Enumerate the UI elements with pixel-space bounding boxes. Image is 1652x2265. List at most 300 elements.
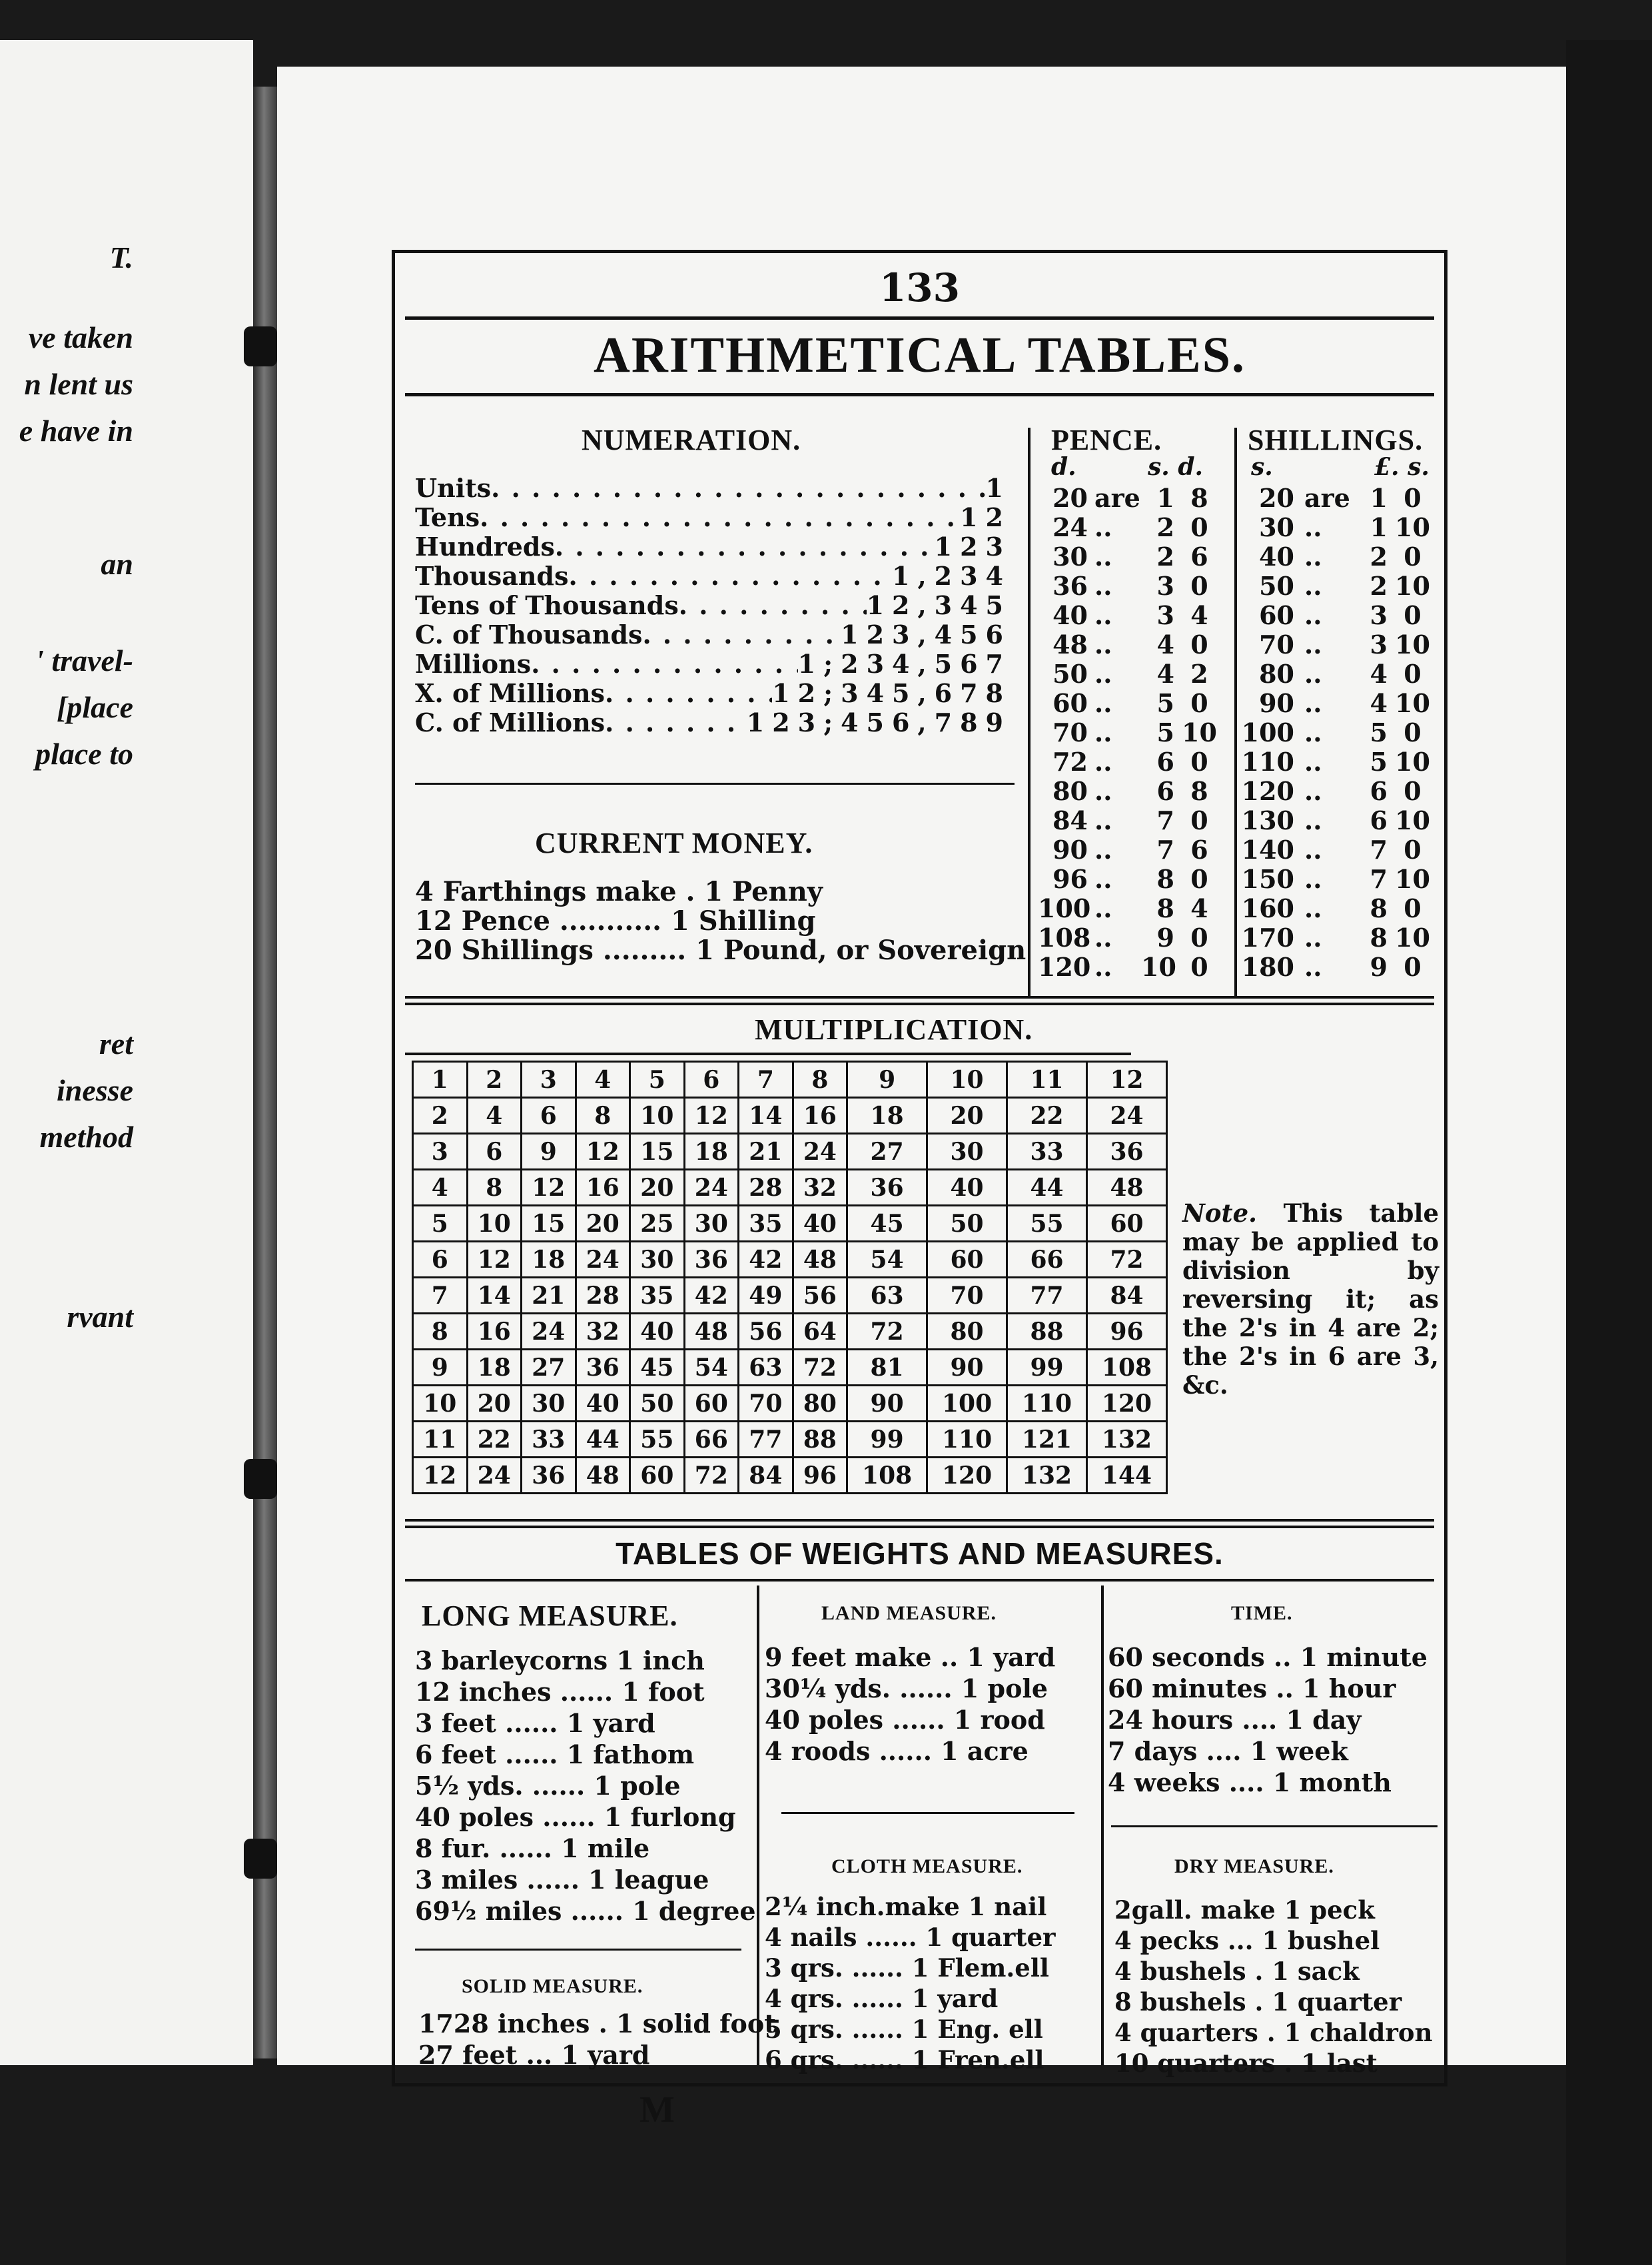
pence-s: 9	[1156, 923, 1174, 953]
shillings-ss: 0	[1404, 659, 1422, 689]
multiplication-cell: 72	[684, 1458, 739, 1494]
double-rule	[405, 996, 1434, 1005]
multiplication-cell: 24	[1086, 1098, 1166, 1134]
shillings-sep: are	[1304, 483, 1350, 513]
pence-dd: 0	[1190, 923, 1208, 953]
shillings-s: 70	[1259, 630, 1294, 660]
shillings-ss: 10	[1395, 864, 1430, 894]
multiplication-cell: 12	[413, 1458, 468, 1494]
money-row: 12 Pence ........... 1 Shilling	[415, 905, 816, 937]
shillings-s: 120	[1241, 776, 1294, 806]
multiplication-cell: 16	[576, 1170, 630, 1206]
multiplication-cell: 9	[522, 1134, 576, 1170]
multiplication-cell: 10	[413, 1386, 468, 1422]
shillings-l: 9	[1370, 952, 1388, 982]
left-page-fragment: e have in	[19, 414, 133, 448]
multiplication-cell: 20	[927, 1098, 1007, 1134]
page-number: 133	[879, 265, 961, 310]
clothm-row: 5 qrs. ...... 1 Eng. ell	[765, 2015, 1043, 2044]
drym-row: 2gall. make 1 peck	[1114, 1895, 1375, 1925]
multiplication-row	[413, 1098, 1167, 1134]
shillings-s: 150	[1241, 864, 1294, 894]
multiplication-cell: 21	[739, 1134, 793, 1170]
pence-dd: 0	[1190, 864, 1208, 894]
multiplication-cell: 88	[1007, 1314, 1087, 1350]
multiplication-cell: 64	[793, 1314, 847, 1350]
landm-row: 30¼ yds. ...... 1 pole	[765, 1673, 1048, 1703]
pence-d: 108	[1038, 923, 1091, 953]
multiplication-cell: 27	[522, 1350, 576, 1386]
multiplication-cell: 110	[1007, 1386, 1087, 1422]
multiplication-cell: 63	[847, 1278, 927, 1314]
multiplication-cell: 35	[739, 1206, 793, 1242]
pence-heading: PENCE.	[1051, 424, 1162, 456]
solid-measure-heading: SOLID MEASURE.	[462, 1975, 643, 1997]
shillings-sep: ..	[1304, 952, 1322, 982]
multiplication-cell: 8	[413, 1314, 468, 1350]
pence-d: 20	[1052, 483, 1088, 513]
shillings-ss: 10	[1395, 923, 1430, 953]
multiplication-cell: 48	[793, 1242, 847, 1278]
shillings-ss: 0	[1404, 893, 1422, 923]
shillings-ss: 0	[1404, 717, 1422, 747]
shillings-sep: ..	[1304, 600, 1322, 630]
shillings-subhead-s: s.	[1251, 453, 1273, 481]
multiplication-cell: 88	[793, 1422, 847, 1458]
multiplication-cell: 50	[927, 1206, 1007, 1242]
multiplication-cell: 5	[413, 1206, 468, 1242]
multiplication-cell: 40	[576, 1386, 630, 1422]
drym-row: 4 bushels . 1 sack	[1114, 1957, 1360, 1986]
shillings-sep: ..	[1304, 630, 1322, 660]
multiplication-cell: 49	[739, 1278, 793, 1314]
numeration-row	[415, 649, 1011, 679]
multiplication-cell: 56	[739, 1314, 793, 1350]
left-page-fragment: an	[101, 547, 133, 581]
multiplication-cell: 36	[1086, 1134, 1166, 1170]
pence-sep: ..	[1094, 542, 1112, 572]
multiplication-cell: 22	[467, 1422, 522, 1458]
clothm-row: 6 qrs. ...... 1 Fren.ell	[765, 2045, 1044, 2074]
current-money-heading: CURRENT MONEY.	[535, 827, 813, 859]
pence-sep: ..	[1094, 688, 1112, 718]
multiplication-cell: 44	[1007, 1170, 1087, 1206]
multiplication-cell: 99	[847, 1422, 927, 1458]
pence-s: 2	[1156, 542, 1174, 572]
pence-dd: 4	[1190, 600, 1208, 630]
pence-d: 24	[1052, 512, 1088, 542]
shillings-l: 3	[1370, 630, 1388, 660]
pence-d: 30	[1052, 542, 1088, 572]
multiplication-cell: 1	[413, 1062, 468, 1098]
shillings-ss: 0	[1404, 542, 1422, 572]
dry-measure-heading: DRY MEASURE.	[1174, 1855, 1334, 1877]
column-rule	[757, 1586, 759, 2065]
column-rule	[1101, 1586, 1104, 2065]
multiplication-cell: 90	[927, 1350, 1007, 1386]
shillings-ss: 10	[1395, 512, 1430, 542]
multiplication-cell: 8	[793, 1062, 847, 1098]
left-page-fragment: method	[39, 1120, 133, 1154]
pence-s: 2	[1156, 512, 1174, 542]
pence-dd: 6	[1190, 835, 1208, 865]
numeration-row	[415, 502, 1011, 532]
numeration-row	[415, 620, 1011, 650]
multiplication-cell: 12	[1086, 1062, 1166, 1098]
left-page-fragment: inesse	[57, 1073, 133, 1107]
pence-s: 3	[1156, 571, 1174, 601]
pence-subhead-d: d.	[1051, 453, 1076, 481]
pence-dd: 0	[1190, 630, 1208, 660]
shillings-sep: ..	[1304, 893, 1322, 923]
multiplication-cell: 24	[467, 1458, 522, 1494]
multiplication-cell: 30	[522, 1386, 576, 1422]
multiplication-row	[413, 1422, 1167, 1458]
multiplication-cell: 25	[630, 1206, 685, 1242]
pence-sep: ..	[1094, 952, 1112, 982]
multiplication-cell: 6	[684, 1062, 739, 1098]
pence-s: 6	[1156, 747, 1174, 777]
multiplication-cell: 12	[522, 1170, 576, 1206]
pence-sep: ..	[1094, 747, 1112, 777]
multiplication-cell: 28	[576, 1278, 630, 1314]
multiplication-cell: 35	[630, 1278, 685, 1314]
pence-s: 4	[1156, 659, 1174, 689]
multiplication-cell: 18	[522, 1242, 576, 1278]
shillings-ss: 0	[1404, 952, 1422, 982]
note-text: This table may be applied to division by reversing it; as the 2's in 4 are 2; the 2's in 6 are 3, &c.	[1182, 1198, 1439, 1400]
rule	[405, 1053, 1131, 1055]
pence-s: 10	[1141, 952, 1176, 982]
shillings-l: 7	[1370, 864, 1388, 894]
pence-s: 8	[1156, 893, 1174, 923]
multiplication-cell: 48	[576, 1458, 630, 1494]
shillings-l: 5	[1370, 717, 1388, 747]
shillings-s: 60	[1259, 600, 1294, 630]
pence-d: 96	[1052, 864, 1088, 894]
multiplication-cell: 77	[739, 1422, 793, 1458]
multiplication-cell: 99	[1007, 1350, 1087, 1386]
pence-dd: 0	[1190, 688, 1208, 718]
shillings-l: 2	[1370, 571, 1388, 601]
multiplication-cell: 44	[576, 1422, 630, 1458]
multiplication-cell: 24	[576, 1242, 630, 1278]
binding-tab	[244, 1839, 277, 1879]
longm-row: 69½ miles ...... 1 degree	[415, 1896, 756, 1926]
pence-sep: ..	[1094, 923, 1112, 953]
clothm-row: 3 qrs. ...... 1 Flem.ell	[765, 1953, 1049, 1983]
multiplication-cell: 96	[793, 1458, 847, 1494]
left-page	[0, 40, 253, 2065]
shillings-sep: ..	[1304, 717, 1322, 747]
rule	[405, 1579, 1434, 1582]
pence-sep: ..	[1094, 835, 1112, 865]
longm-row: 6 feet ...... 1 fathom	[415, 1739, 695, 1769]
page-edge	[1566, 40, 1652, 2265]
numeration-row	[415, 561, 1011, 591]
numeration-value: 123	[934, 532, 1011, 562]
shillings-sep: ..	[1304, 923, 1322, 953]
multiplication-row	[413, 1206, 1167, 1242]
multiplication-cell: 18	[467, 1350, 522, 1386]
shillings-sep: ..	[1304, 776, 1322, 806]
numeration-row	[415, 678, 1011, 708]
multiplication-row	[413, 1134, 1167, 1170]
multiplication-cell: 30	[684, 1206, 739, 1242]
leader-dots	[679, 590, 867, 620]
left-page-fragment: n lent us	[24, 367, 133, 401]
shillings-sep: ..	[1304, 864, 1322, 894]
money-row: 20 Shillings ......... 1 Pound, or Sovereign	[415, 935, 1027, 966]
pence-sep: ..	[1094, 776, 1112, 806]
multiplication-cell: 8	[467, 1170, 522, 1206]
multiplication-cell: 20	[576, 1206, 630, 1242]
pence-d: 72	[1052, 747, 1088, 777]
multiplication-cell: 120	[1086, 1386, 1166, 1422]
shillings-sep: ..	[1304, 805, 1322, 835]
shillings-l: 6	[1370, 805, 1388, 835]
multiplication-cell: 108	[847, 1458, 927, 1494]
shillings-l: 5	[1370, 747, 1388, 777]
multiplication-cell: 50	[630, 1386, 685, 1422]
multiplication-cell: 55	[630, 1422, 685, 1458]
rule	[405, 316, 1434, 320]
multiplication-row	[413, 1314, 1167, 1350]
longm-row: 8 fur. ...... 1 mile	[415, 1833, 650, 1863]
leader-dots	[642, 620, 841, 650]
multiplication-cell: 12	[576, 1134, 630, 1170]
clothm-row: 4 nails ...... 1 quarter	[765, 1923, 1056, 1952]
landm-row: 9 feet make .. 1 yard	[765, 1642, 1056, 1672]
shillings-sep: ..	[1304, 659, 1322, 689]
multiplication-cell: 2	[467, 1062, 522, 1098]
multiplication-cell: 5	[630, 1062, 685, 1098]
multiplication-cell: 24	[793, 1134, 847, 1170]
shillings-sep: ..	[1304, 542, 1322, 572]
multiplication-cell: 12	[684, 1098, 739, 1134]
pence-sep: ..	[1094, 717, 1112, 747]
pence-d: 84	[1052, 805, 1088, 835]
shillings-s: 130	[1241, 805, 1294, 835]
timem-row: 60 seconds .. 1 minute	[1108, 1642, 1428, 1672]
pence-d: 50	[1052, 659, 1088, 689]
multiplication-cell: 36	[576, 1350, 630, 1386]
timem-row: 7 days .... 1 week	[1108, 1736, 1348, 1766]
pence-d: 80	[1052, 776, 1088, 806]
numeration-value: 1,234	[892, 561, 1011, 591]
multiplication-cell: 33	[522, 1422, 576, 1458]
multiplication-cell: 15	[630, 1134, 685, 1170]
multiplication-table	[412, 1061, 1168, 1494]
multiplication-cell: 14	[467, 1278, 522, 1314]
shillings-sep: ..	[1304, 512, 1322, 542]
shillings-sep: ..	[1304, 688, 1322, 718]
multiplication-cell: 45	[847, 1206, 927, 1242]
multiplication-cell: 6	[413, 1242, 468, 1278]
multiplication-cell: 80	[793, 1386, 847, 1422]
multiplication-row	[413, 1386, 1167, 1422]
multiplication-heading: MULTIPLICATION.	[755, 1013, 1033, 1046]
multiplication-cell: 40	[630, 1314, 685, 1350]
multiplication-cell: 60	[927, 1242, 1007, 1278]
money-row: 4 Farthings make . 1 Penny	[415, 876, 823, 907]
land-measure-heading: LAND MEASURE.	[821, 1602, 997, 1624]
pence-d: 36	[1052, 571, 1088, 601]
multiplication-cell: 10	[467, 1206, 522, 1242]
multiplication-cell: 8	[576, 1098, 630, 1134]
pence-s: 5	[1156, 717, 1174, 747]
multiplication-cell: 42	[684, 1278, 739, 1314]
multiplication-cell: 40	[793, 1206, 847, 1242]
timem-row: 24 hours .... 1 day	[1108, 1705, 1362, 1735]
shillings-s: 110	[1241, 747, 1294, 777]
multiplication-cell: 15	[522, 1206, 576, 1242]
multiplication-cell: 30	[927, 1134, 1007, 1170]
left-page-fragment: ve taken	[28, 320, 133, 354]
multiplication-cell: 100	[927, 1386, 1007, 1422]
multiplication-cell: 24	[684, 1170, 739, 1206]
pence-s: 5	[1156, 688, 1174, 718]
note-label: Note.	[1182, 1198, 1258, 1228]
numeration-label: Tens of Thousands	[415, 590, 679, 620]
multiplication-cell: 10	[927, 1062, 1007, 1098]
multiplication-cell: 30	[630, 1242, 685, 1278]
multiplication-cell: 6	[467, 1134, 522, 1170]
multiplication-cell: 60	[630, 1458, 685, 1494]
longm-row: 12 inches ...... 1 foot	[415, 1677, 705, 1707]
shillings-ss: 10	[1395, 747, 1430, 777]
numeration-value: 12,345	[866, 590, 1011, 620]
longm-row: 3 miles ...... 1 league	[415, 1865, 709, 1895]
shillings-s: 160	[1241, 893, 1294, 923]
longm-row: 3 feet ...... 1 yard	[415, 1708, 655, 1738]
pence-dd: 10	[1182, 717, 1217, 747]
longm-row: 3 barleycorns 1 inch	[415, 1645, 705, 1675]
numeration-label: C. of Millions	[415, 707, 606, 737]
cloth-measure-heading: CLOTH MEASURE.	[831, 1855, 1023, 1877]
numeration-row	[415, 532, 1011, 562]
pence-s: 3	[1156, 600, 1174, 630]
multiplication-cell: 20	[467, 1386, 522, 1422]
shillings-s: 80	[1259, 659, 1294, 689]
numeration-label: Hundreds	[415, 532, 555, 562]
multiplication-cell: 6	[522, 1098, 576, 1134]
pence-dd: 6	[1190, 542, 1208, 572]
multiplication-cell: 11	[1007, 1062, 1087, 1098]
multiplication-cell: 36	[684, 1242, 739, 1278]
landm-row: 4 roods ...... 1 acre	[765, 1736, 1029, 1766]
multiplication-cell: 48	[1086, 1170, 1166, 1206]
numeration-label: Thousands	[415, 561, 569, 591]
leader-dots	[491, 473, 985, 503]
pence-d: 100	[1038, 893, 1091, 923]
leader-dots	[605, 707, 747, 737]
binding-tab	[244, 1459, 277, 1499]
pence-sep: ..	[1094, 512, 1112, 542]
rule	[415, 1949, 741, 1951]
shillings-sep: ..	[1304, 747, 1322, 777]
numeration-value: 12;345,678	[772, 678, 1011, 708]
timem-row: 4 weeks .... 1 month	[1108, 1767, 1392, 1797]
pence-dd: 4	[1190, 893, 1208, 923]
multiplication-cell: 45	[630, 1350, 685, 1386]
rule	[1111, 1825, 1438, 1827]
pence-dd: 0	[1190, 747, 1208, 777]
multiplication-cell: 121	[1007, 1422, 1087, 1458]
multiplication-cell: 20	[630, 1170, 685, 1206]
left-page-fragment: rvant	[67, 1300, 133, 1334]
left-page-fragment: place to	[35, 737, 133, 771]
pence-d: 90	[1052, 835, 1088, 865]
shillings-ss: 0	[1404, 776, 1422, 806]
multiplication-cell: 84	[1086, 1278, 1166, 1314]
pence-sep: ..	[1094, 893, 1112, 923]
multiplication-cell: 28	[739, 1170, 793, 1206]
shillings-s: 140	[1241, 835, 1294, 865]
shillings-sep: ..	[1304, 835, 1322, 865]
numeration-value: 123,456	[841, 620, 1011, 650]
multiplication-cell: 80	[927, 1314, 1007, 1350]
multiplication-cell: 81	[847, 1350, 927, 1386]
multiplication-cell: 2	[413, 1098, 468, 1134]
shillings-sep: ..	[1304, 571, 1322, 601]
weights-title: TABLES OF WEIGHTS AND MEASURES.	[616, 1536, 1224, 1571]
pence-dd: 8	[1190, 776, 1208, 806]
leader-dots	[605, 678, 772, 708]
binding-tab	[244, 326, 277, 366]
multiplication-cell: 54	[684, 1350, 739, 1386]
pence-sep: are	[1094, 483, 1140, 513]
multiplication-cell: 120	[927, 1458, 1007, 1494]
left-page-fragment: ' travel-	[35, 644, 133, 678]
shillings-ss: 10	[1395, 630, 1430, 660]
rule	[405, 393, 1434, 396]
column-rule	[1028, 428, 1031, 997]
shillings-subhead-ls: £. s.	[1374, 453, 1430, 481]
multiplication-row	[413, 1278, 1167, 1314]
pence-dd: 0	[1190, 512, 1208, 542]
clothm-row: 2¼ inch.make 1 nail	[765, 1892, 1047, 1921]
multiplication-cell: 16	[467, 1314, 522, 1350]
page-title: ARITHMETICAL TABLES.	[593, 327, 1246, 383]
shillings-s: 30	[1259, 512, 1294, 542]
book-spine	[253, 87, 277, 2058]
shillings-ss: 10	[1395, 571, 1430, 601]
shillings-l: 4	[1370, 659, 1388, 689]
shillings-ss: 10	[1395, 805, 1430, 835]
numeration-row	[415, 473, 1011, 503]
numeration-value: 1;234,567	[797, 649, 1011, 679]
drym-row: 8 bushels . 1 quarter	[1114, 1987, 1402, 2017]
multiplication-cell: 110	[927, 1422, 1007, 1458]
multiplication-row	[413, 1170, 1167, 1206]
numeration-row	[415, 590, 1011, 620]
shillings-ss: 10	[1395, 688, 1430, 718]
multiplication-cell: 9	[413, 1350, 468, 1386]
pence-dd: 8	[1190, 483, 1208, 513]
shillings-ss: 0	[1404, 835, 1422, 865]
multiplication-cell: 33	[1007, 1134, 1087, 1170]
multiplication-cell: 66	[1007, 1242, 1087, 1278]
numeration-label: C. of Thousands	[415, 620, 643, 650]
multiplication-cell: 10	[630, 1098, 685, 1134]
multiplication-cell: 36	[522, 1458, 576, 1494]
rule	[781, 1812, 1074, 1814]
pence-s: 7	[1156, 835, 1174, 865]
timem-row: 60 minutes .. 1 hour	[1108, 1673, 1396, 1703]
multiplication-cell: 40	[927, 1170, 1007, 1206]
shillings-l: 8	[1370, 893, 1388, 923]
